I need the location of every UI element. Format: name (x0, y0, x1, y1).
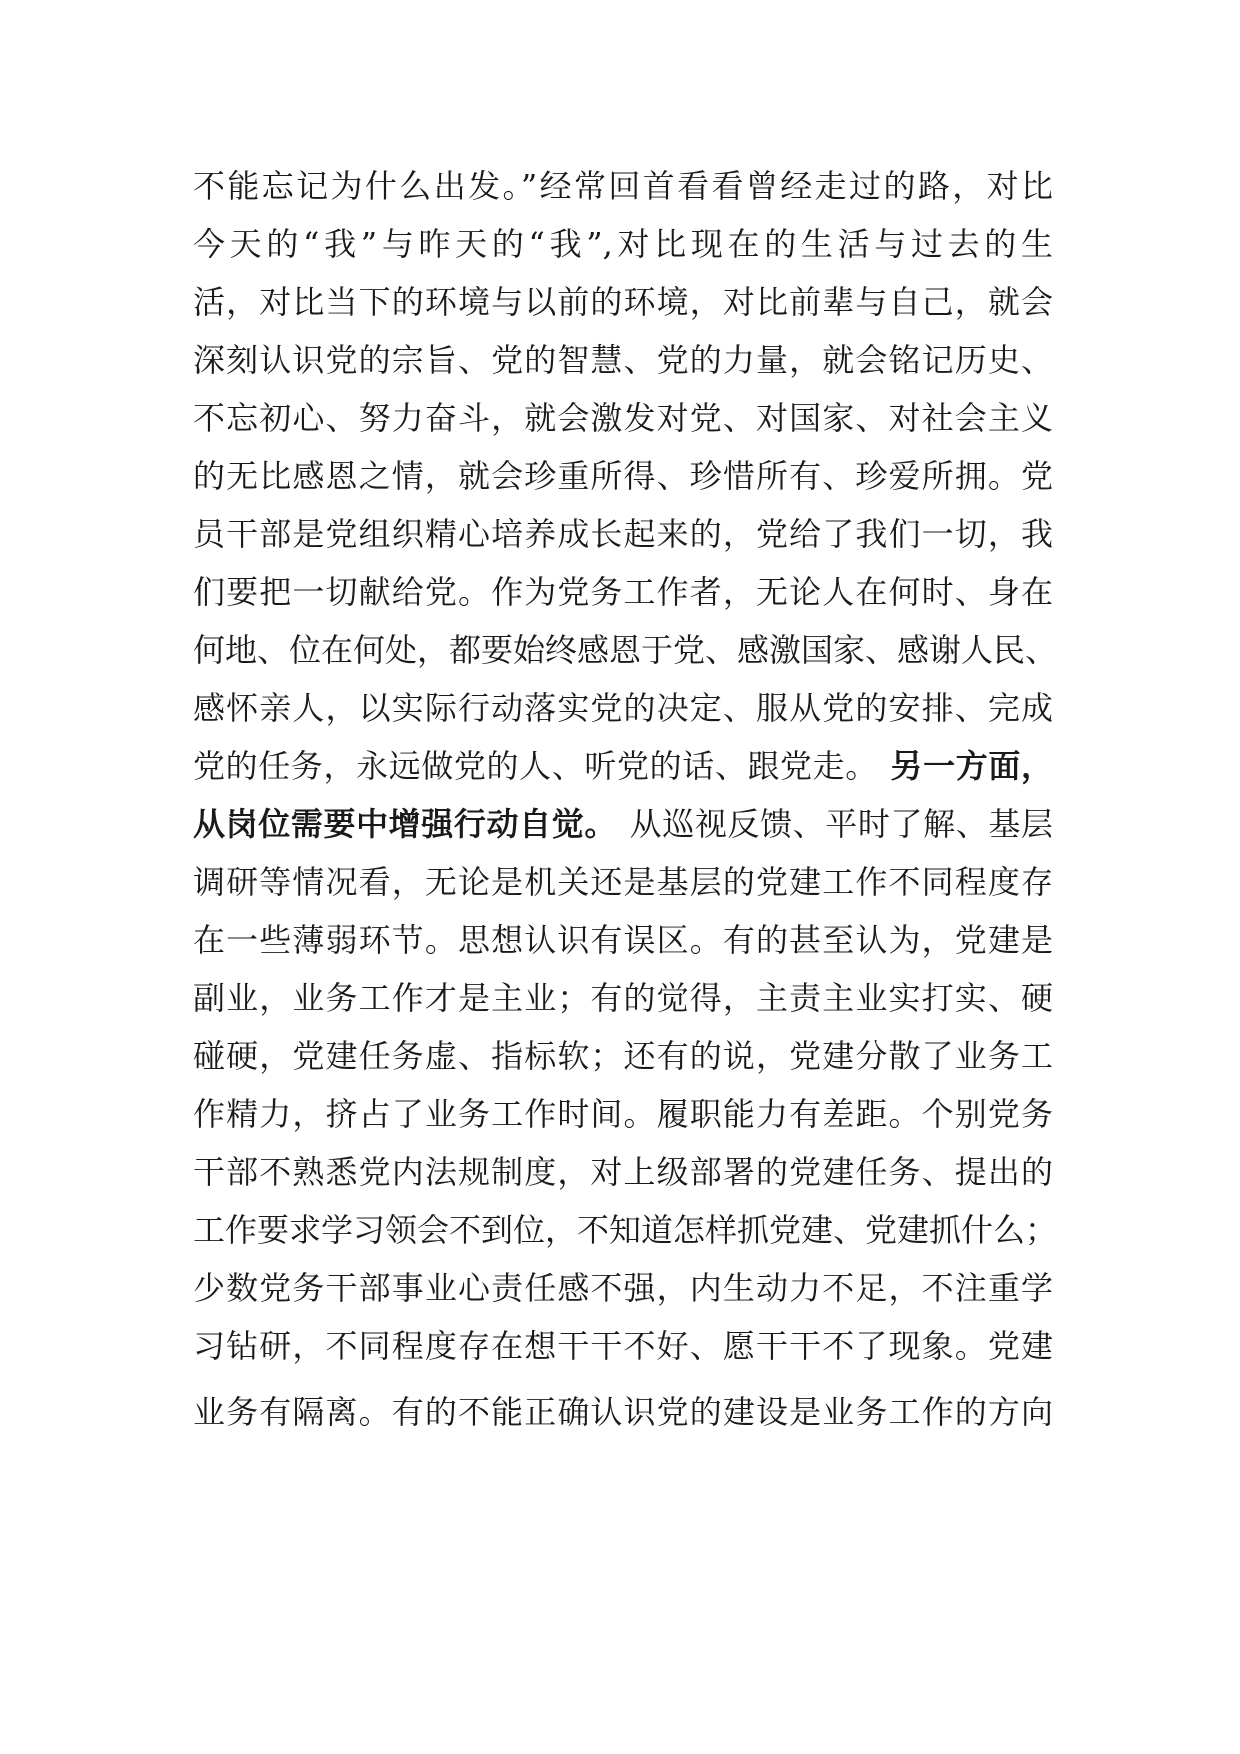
bold-heading-run: 另一方面， (889, 747, 1053, 785)
text-line: 少数党务干部事业心责任感不强，内生动力不足，不注重学 (193, 1269, 1053, 1307)
text-line: 今天的“我”与昨天的“我”,对比现在的生活与过去的生 (193, 225, 1053, 263)
text-line: 不能忘记为什么出发。”经常回首看看曾经走过的路，对比 (193, 167, 1053, 205)
text-line: 何地、位在何处，都要始终感恩于党、感激国家、感谢人民、 (193, 631, 1058, 669)
text-line: 副业，业务工作才是主业；有的觉得，主责主业实打实、硬 (193, 979, 1053, 1017)
text-line: 调研等情况看，无论是机关还是基层的党建工作不同程度存 (193, 863, 1053, 901)
text-line: 感怀亲人，以实际行动落实党的决定、服从党的安排、完成 (193, 689, 1053, 727)
bold-heading-run: 从岗位需要中增强行动自觉。 (193, 805, 617, 843)
text-line: 干部不熟悉党内法规制度，对上级部署的党建任务、提出的 (193, 1153, 1053, 1191)
text-line: 深刻认识党的宗旨、党的智慧、党的力量，就会铭记历史、 (193, 341, 1053, 379)
text-line: 业务有隔离。有的不能正确认识党的建设是业务工作的方向 (193, 1393, 1053, 1431)
text-line: 习钻研，不同程度存在想干干不好、愿干干不了现象。党建 (193, 1327, 1053, 1365)
text-line: 工作要求学习领会不到位，不知道怎样抓党建、党建抓什么； (193, 1211, 1058, 1249)
text-line (193, 795, 1053, 853)
text-line: 不忘初心、努力奋斗，就会激发对党、对国家、对社会主义 (193, 399, 1053, 437)
text-line: 们要把一切献给党。作为党务工作者，无论人在何时、身在 (193, 573, 1053, 611)
text-line: 作精力，挤占了业务工作时间。履职能力有差距。个别党务 (193, 1095, 1053, 1133)
text-line: 碰硬，党建任务虚、指标软；还有的说，党建分散了业务工 (193, 1037, 1053, 1075)
text-line: 的无比感恩之情，就会珍重所得、珍惜所有、珍爱所拥。党 (193, 457, 1053, 495)
text-run: 党的任务，永远做党的人、听党的话、跟党走。 (193, 747, 878, 785)
text-run: 从巡视反馈、平时了解、基层 (629, 805, 1053, 843)
text-line: 活，对比当下的环境与以前的环境，对比前辈与自己，就会 (193, 283, 1053, 321)
text-line: 在一些薄弱环节。思想认识有误区。有的甚至认为，党建是 (193, 921, 1053, 959)
text-line: 员干部是党组织精心培养成长起来的，党给了我们一切，我 (193, 515, 1053, 553)
body-paragraph (193, 157, 1058, 1441)
text-line (193, 737, 1053, 795)
